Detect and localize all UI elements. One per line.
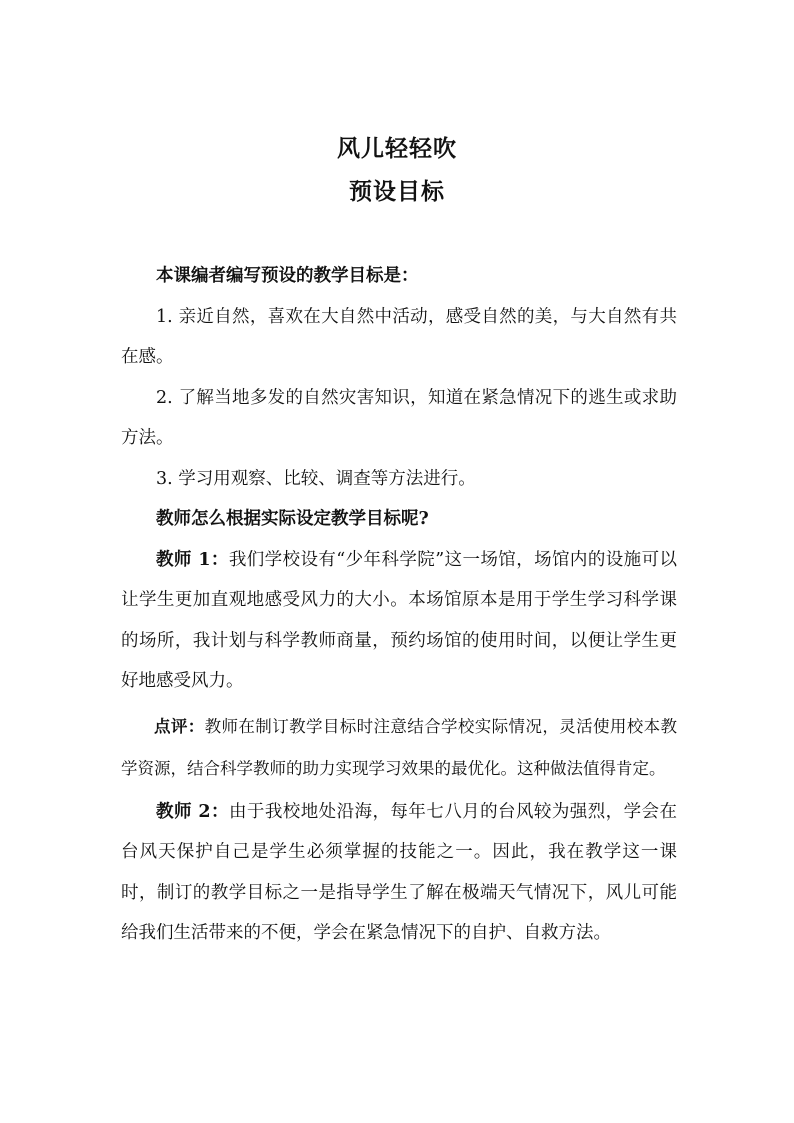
document-body — [121, 256, 677, 954]
goal-item-2: 2. 了解当地多发的自然灾害知识，知道在紧急情况下的逃生或求助方法。 — [121, 387, 677, 448]
comment-text: 教师在制订教学目标时注意结合学校实际情况，灵活使用校本教学资源，结合科学教师的助力实现学习效果的最优化。这种做法值得肯定。 — [121, 716, 678, 778]
teacher-1-text: 我们学校设有“少年科学院”这一场馆，场馆内的设施可以让学生更加直观地感受风力的大小。本场馆原本是用于学生学习科学课的场所，我计划与科学教师商量，预约场馆的使用时间，以便让学生更好地感受风力。 — [121, 549, 677, 691]
goal-item-3: 3. 学习用观察、比较、调查等方法进行。 — [156, 468, 476, 489]
teacher-2-paragraph — [121, 792, 677, 954]
page-subtitle: 预设目标 — [349, 178, 445, 205]
comment-label: 点评： — [154, 716, 205, 736]
page-title: 风儿轻轻吹 — [337, 135, 457, 162]
goal-item-1: 1. 亲近自然，喜欢在大自然中活动，感受自然的美，与大自然有共在感。 — [121, 306, 677, 367]
teacher-1-label: 教师 1： — [156, 549, 229, 570]
comment-paragraph — [121, 706, 677, 790]
teacher-1-paragraph — [121, 540, 677, 702]
teacher-2-label: 教师 2： — [156, 801, 229, 822]
teacher-2-text: 由于我校地处沿海，每年七八月的台风较为强烈，学会在台风天保护自己是学生必须掌握的技能之一。因此，我在教学这一课时，制订的教学目标之一是指导学生了解在极端天气情况下，风儿可能给我们生活带来的不便，学会在紧急情况下的自护、自救方法。 — [121, 801, 677, 943]
question-paragraph: 教师怎么根据实际设定教学目标呢? — [156, 509, 429, 529]
intro-paragraph: 本课编者编写预设的教学目标是： — [156, 266, 419, 286]
